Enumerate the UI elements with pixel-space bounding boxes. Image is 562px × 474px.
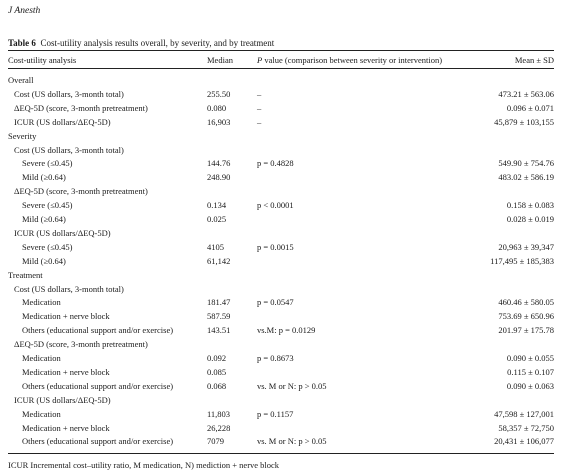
cell-mean-sd: 0.028 ± 0.019 (506, 214, 554, 224)
row-label: Mild (≥0.64) (22, 214, 66, 224)
table-row (0, 408, 562, 420)
header-median: Median (207, 55, 233, 65)
cell-mean-sd: 0.090 ± 0.055 (506, 353, 554, 363)
cell-mean-sd: 20,963 ± 39,347 (498, 241, 554, 252)
cell-median: 143.51 (207, 325, 231, 336)
cell-median: 7079 (207, 436, 224, 447)
row-label: Others (educational support and/or exercise) (22, 325, 174, 336)
table-row (0, 310, 562, 322)
table-row (0, 255, 562, 267)
cell-mean-sd: 45,879 ± 103,155 (494, 116, 554, 127)
table-top-rule (8, 50, 554, 51)
row-label: Severity (8, 130, 37, 141)
table-row (0, 144, 562, 156)
table-row (0, 380, 562, 392)
cell-median: 11,803 (207, 408, 231, 419)
header-pvalue-text: value (comparison between severity or intervention) (262, 55, 443, 65)
table-label: Table 6 (8, 38, 36, 48)
cell-pvalue: p = 0.0547 (257, 297, 294, 308)
cell-median: 587.59 (207, 311, 231, 322)
row-label: Medication + nerve block (22, 422, 110, 433)
cell-mean-sd: 549.90 ± 754.76 (498, 158, 554, 169)
table-row (0, 296, 562, 308)
row-label: Others (educational support and/or exercise) (22, 436, 174, 447)
cell-mean-sd: 473.21 ± 563.06 (498, 88, 554, 99)
cell-mean-sd: 0.115 ± 0.107 (507, 366, 554, 377)
row-label: Severe (≤0.45) (22, 241, 73, 252)
table-row (0, 199, 562, 211)
row-label: Medication (22, 297, 61, 308)
row-label: Overall (8, 75, 34, 85)
table-row (0, 366, 562, 378)
row-label: Medication (22, 353, 61, 363)
row-label: Cost (US dollars, 3-month total) (14, 144, 124, 155)
table-row (0, 88, 562, 100)
table-row (0, 227, 562, 239)
cell-median: 0.068 (207, 380, 227, 391)
cell-median: 255.50 (207, 88, 231, 99)
table-row (0, 185, 562, 197)
cell-pvalue: p = 0.8673 (257, 353, 294, 363)
cell-pvalue: p = 0.4828 (257, 158, 294, 169)
table-row (0, 435, 562, 447)
cell-pvalue: p = 0.0015 (257, 241, 294, 252)
row-label: Medication (22, 408, 61, 419)
cell-mean-sd: 117,495 ± 185,383 (490, 255, 554, 266)
cell-pvalue: – (257, 88, 262, 99)
cell-median: 26,228 (207, 422, 231, 433)
row-label: Cost (US dollars, 3-month total) (14, 283, 124, 294)
table-row (0, 422, 562, 434)
row-label: Mild (≥0.64) (22, 172, 66, 183)
cell-pvalue: p = 0.1157 (257, 408, 294, 419)
cell-pvalue: – (257, 116, 262, 127)
table-row (0, 171, 562, 183)
cell-median: 16,903 (207, 116, 231, 127)
table-row (0, 283, 562, 295)
cell-pvalue: p < 0.0001 (257, 200, 294, 211)
table-row (0, 269, 562, 281)
cell-median: 144.76 (207, 158, 231, 169)
table-title: Cost-utility analysis results overall, by severity, and by treatment (40, 38, 275, 48)
cell-median: 61,142 (207, 255, 231, 266)
table-row (0, 352, 562, 364)
cell-median: 0.085 (207, 366, 227, 377)
row-label: Mild (≥0.64) (22, 255, 66, 266)
row-label: Others (educational support and/or exercise) (22, 380, 174, 391)
journal-name: J Anesth (8, 6, 41, 16)
header-mean-sd: Mean ± SD (514, 55, 554, 65)
header-analysis: Cost-utility analysis (8, 55, 77, 65)
table-row (0, 157, 562, 169)
cell-mean-sd: 20,431 ± 106,077 (494, 436, 554, 447)
cell-pvalue: – (257, 102, 262, 113)
table-footnote: ICUR Incremental cost–utility ratio, M medication, N) mediction + nerve block (8, 460, 280, 470)
cell-median: 181.47 (207, 297, 231, 308)
table-row (0, 394, 562, 406)
header-pvalue (257, 55, 442, 65)
row-label: Treatment (8, 269, 43, 280)
cell-mean-sd: 47,598 ± 127,001 (494, 408, 554, 419)
cell-pvalue: vs.M: p = 0.0129 (257, 325, 316, 336)
table-caption (8, 38, 274, 48)
table-row (0, 241, 562, 253)
table-row (0, 102, 562, 114)
cell-mean-sd: 0.096 ± 0.071 (506, 102, 554, 113)
row-label: Severe (≤0.45) (22, 200, 73, 211)
cell-median: 0.080 (207, 102, 227, 113)
cell-pvalue: vs. M or N: p > 0.05 (257, 436, 327, 447)
table-row (0, 116, 562, 128)
row-label: ICUR (US dollars/ΔEQ-5D) (14, 116, 111, 127)
table-row (0, 74, 562, 86)
table-row (0, 338, 562, 350)
cell-median: 248.90 (207, 172, 231, 183)
row-label: ICUR (US dollars/ΔEQ-5D) (14, 394, 111, 405)
cell-mean-sd: 753.69 ± 650.96 (498, 311, 554, 322)
row-label: ICUR (US dollars/ΔEQ-5D) (14, 227, 111, 238)
table-bottom-rule (8, 453, 554, 454)
header-p-letter: P (257, 55, 263, 65)
cell-mean-sd: 483.02 ± 586.19 (498, 172, 554, 183)
row-label: ΔEQ-5D (score, 3-month pretreatment) (14, 339, 148, 350)
cell-mean-sd: 460.46 ± 580.05 (498, 297, 554, 308)
row-label: Medication + nerve block (22, 311, 110, 322)
row-label: Cost (US dollars, 3-month total) (14, 88, 124, 99)
cell-median: 0.092 (207, 353, 227, 363)
cell-mean-sd: 0.158 ± 0.083 (506, 200, 554, 211)
table-row (0, 130, 562, 142)
cell-median: 0.134 (207, 200, 227, 211)
table-header-rule (8, 68, 554, 69)
row-label: ΔEQ-5D (score, 3-month pretreatment) (14, 186, 148, 197)
row-label: Severe (≤0.45) (22, 158, 73, 169)
cell-median: 0.025 (207, 214, 227, 224)
row-label: ΔEQ-5D (score, 3-month pretreatment) (14, 102, 148, 113)
table-row (0, 213, 562, 225)
cell-pvalue: vs. M or N: p > 0.05 (257, 380, 327, 391)
row-label: Medication + nerve block (22, 366, 110, 377)
cell-mean-sd: 58,357 ± 72,750 (498, 422, 554, 433)
table-row (0, 324, 562, 336)
cell-mean-sd: 201.97 ± 175.78 (498, 325, 554, 336)
cell-mean-sd: 0.090 ± 0.063 (506, 380, 554, 391)
cell-median: 4105 (207, 241, 224, 252)
